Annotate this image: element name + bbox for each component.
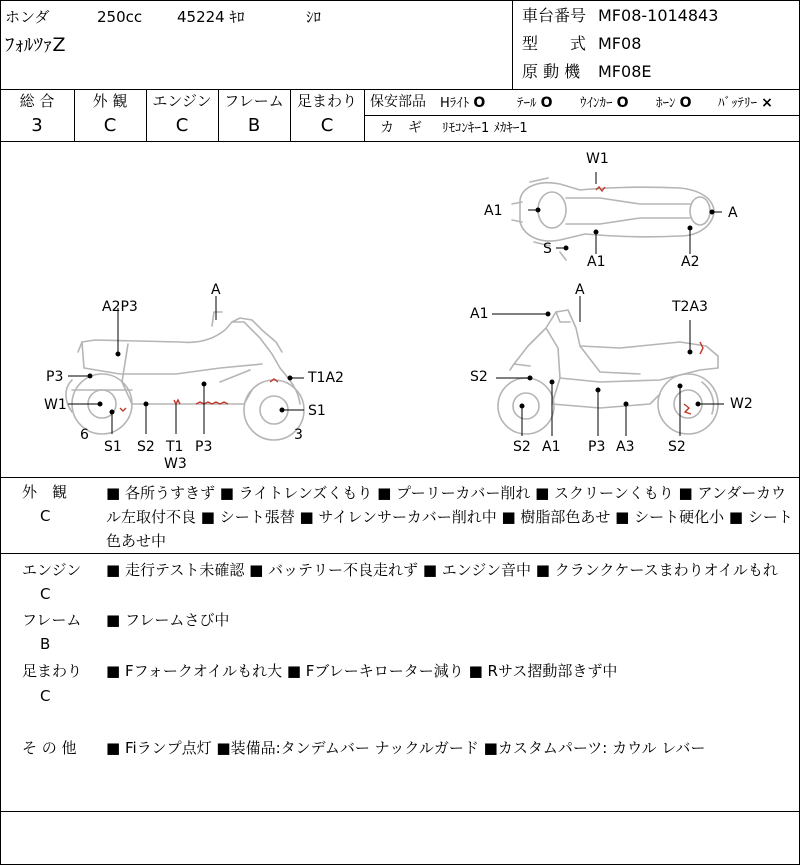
damage-mark-right-w2: [684, 404, 691, 414]
damage-mark-left-s2: [120, 408, 126, 411]
label-left-w3: W3: [164, 456, 187, 472]
safety-mark-winker: O: [616, 95, 629, 111]
key-label: カ ギ: [380, 120, 422, 136]
frame-no-label: 車台番号: [522, 6, 587, 25]
label-left-a2p3: A2P3: [102, 299, 138, 315]
safety-item-headlight: Hﾗｲﾄ O: [440, 95, 486, 111]
safety-item-tail: ﾃｰﾙ O: [517, 95, 553, 111]
displacement: 250cc: [97, 8, 143, 26]
label-right-a3: A3: [616, 439, 635, 455]
label-left-3: 3: [294, 427, 303, 443]
section-other-label: そ の 他: [22, 739, 77, 757]
label-left-s2: S2: [137, 439, 155, 455]
label-right-s2-right: S2: [668, 439, 686, 455]
label-top-w1: W1: [586, 151, 609, 167]
divider-header: [0, 89, 800, 90]
frame-top: [0, 0, 800, 1]
model-name: ﾌｫﾙﾂｧZ: [5, 34, 66, 56]
divider-diagram: [0, 477, 800, 478]
label-top-a1: A1: [484, 203, 503, 219]
label-right-w2: W2: [730, 396, 753, 412]
label-right-a: A: [575, 282, 585, 298]
label-right-a1-bottom: A1: [542, 439, 561, 455]
grade-frame: B: [247, 115, 261, 136]
grade-header-frame: フレーム: [224, 92, 284, 110]
grade-header-suspension: 足まわり: [296, 92, 357, 110]
safety-item-horn: ﾎｰﾝ O: [656, 95, 692, 111]
section-frame-grade: B: [40, 635, 51, 653]
label-right-s2-bottom: S2: [513, 439, 531, 455]
mileage: 45224 ｷﾛ: [177, 8, 245, 26]
safety-mark-tail: O: [540, 95, 553, 111]
safety-label: 保安部品: [370, 94, 426, 110]
section-other-text: ■ Fiランプ点灯 ■装備品:タンデムバー ナックルガード ■カスタムパーツ: カウル レバー: [106, 739, 706, 757]
grade-overall: 3: [31, 115, 43, 136]
label-left-p3-bottom: P3: [195, 439, 213, 455]
label-left-a: A: [211, 282, 221, 298]
section-exterior-text: ■ 各所うすきず ■ ライトレンズくもり ■ プーリーカバー削れ ■ スクリーンくもり ■ アンダーカウル左取付不良 ■ シート張替 ■ サイレンサーカバー削れ中 ■ 樹脂部色あせ ■ シート硬化小 ■ シート色あせ中: [106, 484, 793, 550]
diagram-pointers: [68, 172, 724, 436]
frame-no: MF08-1014843: [598, 6, 719, 25]
divider-exterior: [0, 553, 800, 554]
label-left-s1-right: S1: [308, 403, 326, 419]
section-engine-label: エンジン: [22, 561, 82, 579]
label-top-a: A: [728, 205, 738, 221]
section-suspension-text: ■ Fフォークオイルもれ大 ■ Fブレーキローター減り ■ Rサス摺動部きず中: [106, 662, 618, 680]
label-top-s: S: [543, 241, 552, 257]
section-exterior-grade: C: [40, 507, 51, 525]
label-right-t2a3: T2A3: [672, 299, 708, 315]
damage-mark-right-t2: [700, 342, 703, 354]
section-exterior-label: 外 観: [22, 483, 68, 501]
label-left-t1: T1: [166, 439, 184, 455]
divider-bottom: [0, 811, 800, 812]
label-top-a1-bottom: A1: [587, 254, 606, 270]
left-side-view-drawing: [66, 312, 304, 440]
type-value: MF08: [598, 34, 642, 53]
label-left-w1: W1: [44, 397, 67, 413]
label-right-s2: S2: [470, 369, 488, 385]
section-suspension-label: 足まわり: [22, 662, 83, 680]
color: ｼﾛ: [306, 8, 322, 26]
safety-mark-horn: O: [679, 95, 692, 111]
label-right-p3: P3: [588, 439, 606, 455]
key-value: ﾘﾓｺﾝｷｰ1 ﾒｶｷｰ1: [442, 121, 528, 136]
grade-exterior: C: [103, 115, 117, 136]
safety-mark-battery: ×: [761, 95, 773, 111]
label-left-s1: S1: [104, 439, 122, 455]
type-label: 型 式: [522, 34, 587, 53]
grade-suspension: C: [320, 115, 334, 136]
safety-item-winker: ｳｲﾝｶｰ O: [580, 95, 629, 111]
grade-header-exterior: 外 観: [92, 92, 128, 110]
label-left-p3: P3: [46, 369, 64, 385]
engine-label: 原 動 機: [522, 62, 581, 81]
label-left-6: 6: [80, 427, 89, 443]
safety-item-battery: ﾊﾞｯﾃﾘｰ ×: [718, 95, 773, 111]
grade-header-engine: エンジン: [152, 92, 212, 110]
divider-header-vertical: [512, 0, 513, 89]
section-frame-text: ■ フレームさび中: [106, 611, 230, 629]
section-engine-grade: C: [40, 585, 51, 603]
maker: ホンダ: [5, 8, 50, 26]
right-side-view-drawing: [498, 310, 718, 434]
grade-engine: C: [175, 115, 189, 136]
section-engine-text: ■ 走行テスト未確認 ■ バッテリー不良走れず ■ エンジン音中 ■ クランクケースまわりオイルもれ: [106, 561, 778, 579]
section-frame-label: フレーム: [22, 611, 82, 629]
label-top-a2: A2: [681, 254, 700, 270]
safety-mark-headlight: O: [473, 95, 486, 111]
grade-header-overall: 総 合: [19, 92, 55, 110]
engine-value: MF08E: [598, 62, 652, 81]
label-left-t1a2: T1A2: [308, 370, 344, 386]
label-right-a1: A1: [470, 306, 489, 322]
section-suspension-grade: C: [40, 687, 51, 705]
